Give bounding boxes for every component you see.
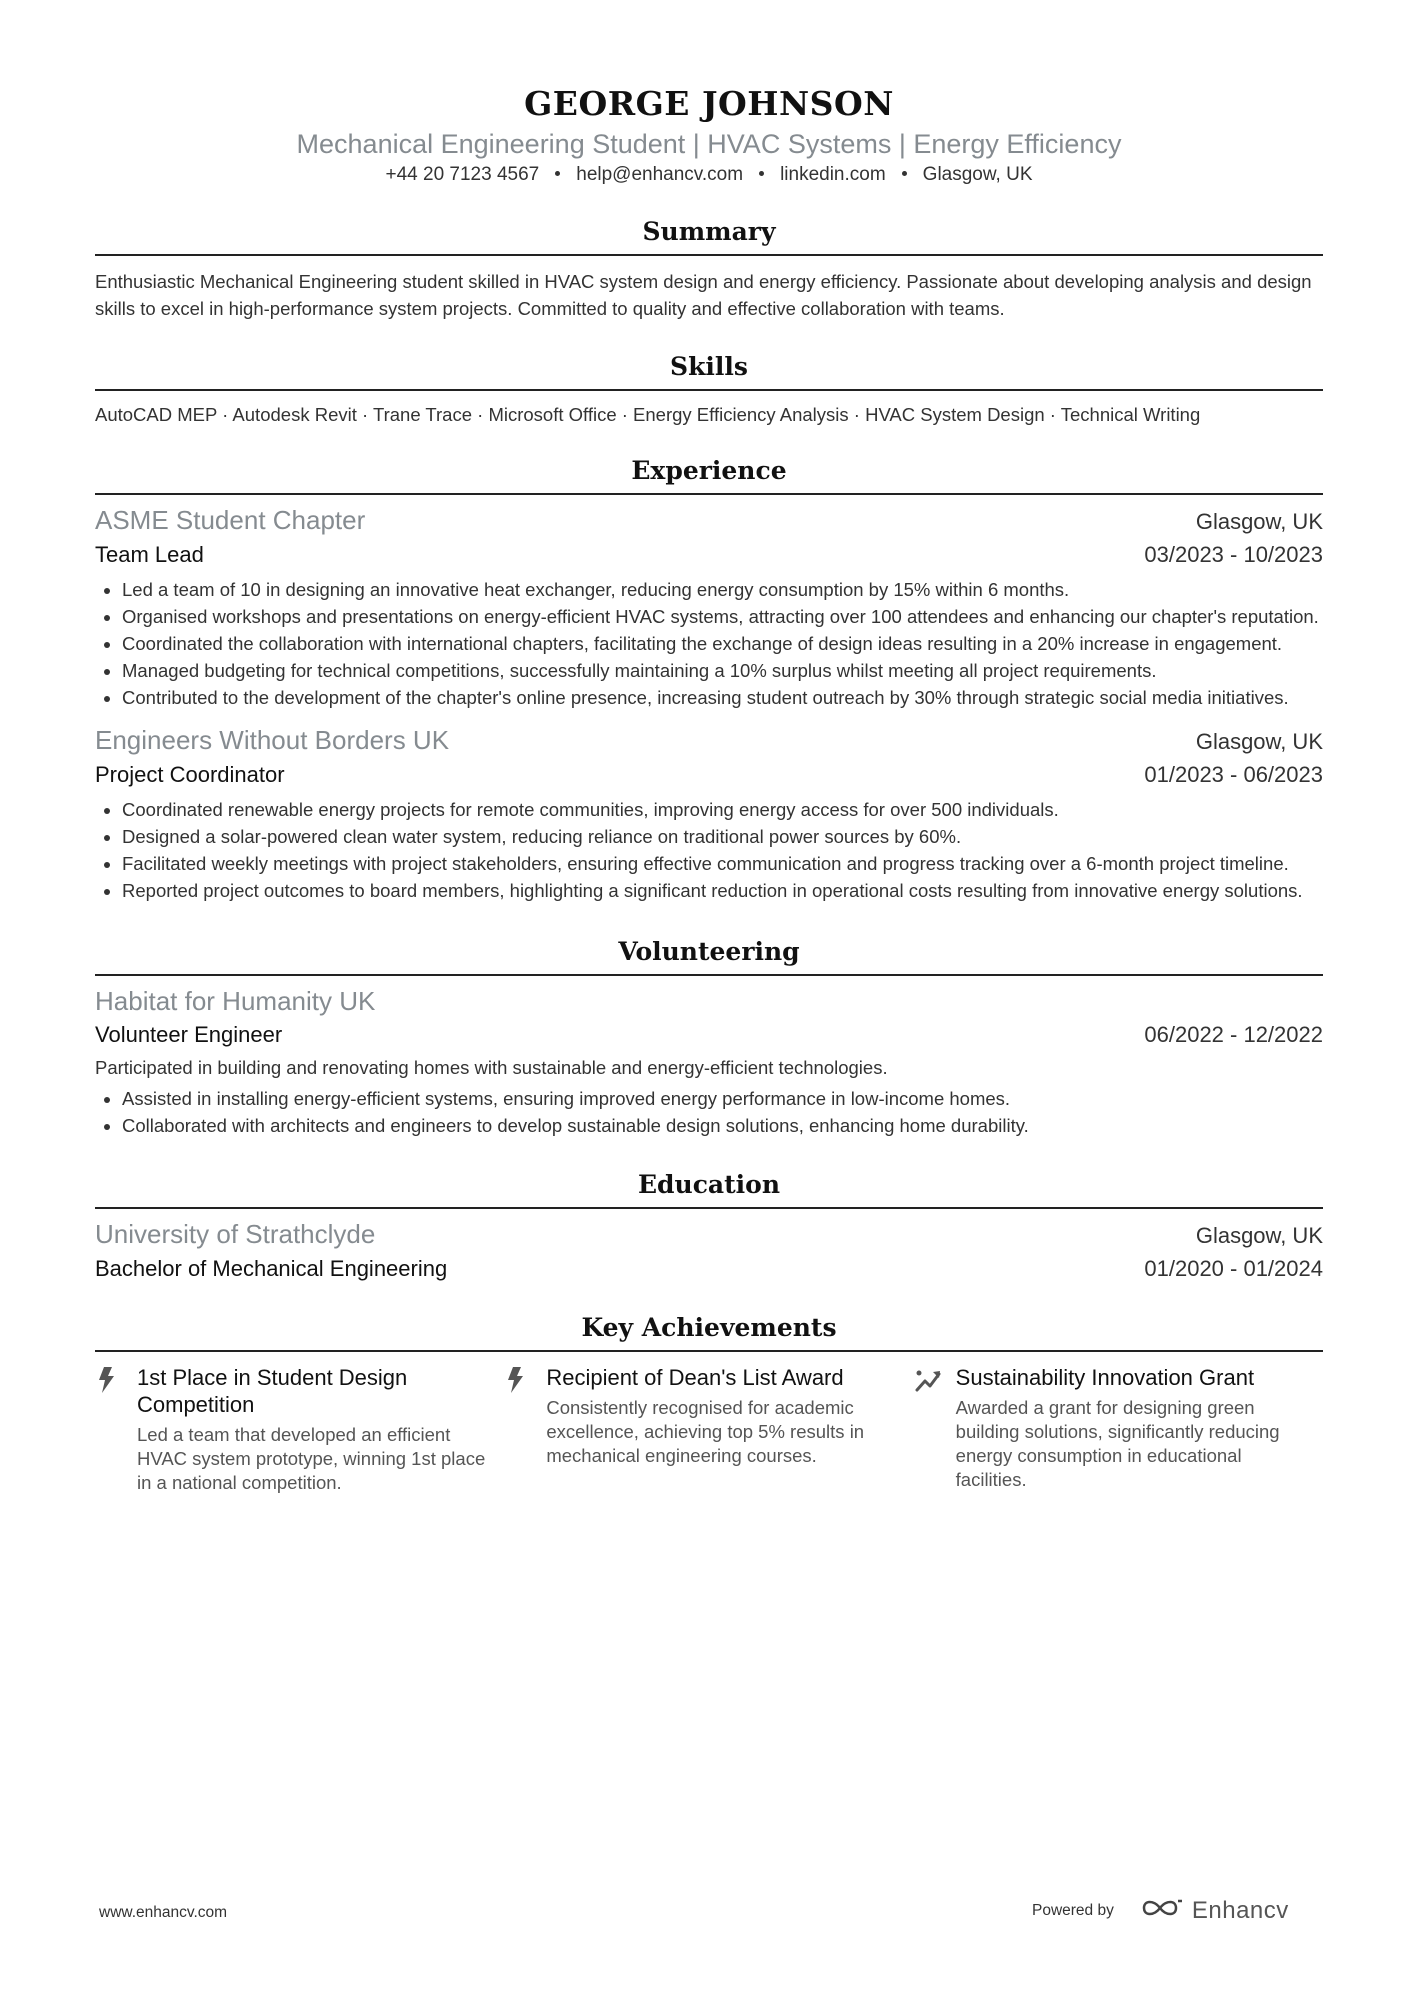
bullet-separator [555,171,560,176]
degree: Bachelor of Mechanical Engineering [95,1256,448,1281]
achievement-item [504,1364,913,1495]
achievements-section [95,1310,1323,1495]
email-link[interactable]: help@enhancv.com [576,164,744,185]
entry-subheader [95,1252,1323,1286]
section-title-volunteering: Volunteering [95,934,1323,976]
powered-by [1032,1896,1289,1925]
organization: Habitat for Humanity UK [95,986,376,1016]
summary-section [95,214,1323,322]
lightning-icon [95,1364,137,1495]
brand-name[interactable]: Enhancv [1191,1896,1289,1924]
entry-dates: 01/2020 - 01/2024 [1144,1256,1323,1281]
entry-subheader [95,1018,1323,1052]
job-title: Team Lead [95,542,204,567]
list-item: • Led a team of 10 in designing an innovative heat exchanger, reducing energy consumption by 15% within 6 months. [122,576,1323,603]
experience-section [95,453,1323,904]
entry-location: Glasgow, UK [1195,729,1323,754]
list-item: • Managed budgeting for technical competitions, successfully maintaining a 10% surplus whilst meeting all project requirements. [122,657,1323,684]
skills-list: AutoCAD MEP · Autodesk Revit · Trane Trace · Microsoft Office · Energy Efficiency Analysis · HVAC System Design · Technical Writing [95,404,1201,425]
section-title-skills: Skills [95,349,1323,391]
achievement-description: Awarded a grant for designing green building solutions, significantly reducing energy consumption in educational facilities. [955,1397,1280,1490]
summary-text: Enthusiastic Mechanical Engineering student skilled in HVAC system design and energy efficiency. Passionate about developing analysis and design skills to excel in high-performance system projects. Committed to quality and effective collaboration with teams. [95,271,1312,319]
location: Glasgow, UK [922,164,1033,185]
candidate-headline: Mechanical Engineering Student | HVAC Systems | Energy Efficiency [296,129,1122,159]
linkedin-link[interactable]: linkedin.com [780,164,886,185]
job-title: Volunteer Engineer [95,1022,283,1047]
entry-location: Glasgow, UK [1195,1223,1323,1248]
section-title-summary: Summary [95,214,1323,256]
section-title-experience: Experience [95,453,1323,495]
education-section [95,1167,1323,1286]
education-entry [95,1217,1323,1286]
experience-entry [95,503,1323,711]
organization: Engineers Without Borders UK [95,725,450,755]
bullet-list [95,576,1323,711]
bullet-list [95,796,1323,904]
experience-entry [95,723,1323,904]
candidate-name: GEORGE JOHNSON [524,84,894,123]
growth-icon [914,1364,956,1495]
volunteering-description: Participated in building and renovating homes with sustainable and energy-efficient technologies. [95,1057,888,1078]
section-title-achievements: Key Achievements [95,1310,1323,1352]
entry-dates: 06/2022 - 12/2022 [1144,1022,1323,1047]
achievement-title: Recipient of Dean's List Award [546,1365,844,1390]
lightning-icon [504,1364,546,1495]
entry-header [95,503,1323,538]
organization: ASME Student Chapter [95,505,366,535]
achievement-title: Sustainability Innovation Grant [955,1365,1255,1390]
entry-location: Glasgow, UK [1195,509,1323,534]
achievement-title: 1st Place in Student Design Competition [137,1365,408,1417]
list-item: • Organised workshops and presentations on energy-efficient HVAC systems, attracting over 100 attendees and enhancing our chapter's reputation. [122,603,1323,630]
entry-header [95,723,1323,758]
list-item: • Designed a solar-powered clean water system, reducing reliance on traditional power sources by 60%. [122,823,1323,850]
achievement-description: Led a team that developed an efficient HVAC system prototype, winning 1st place in a national competition. [137,1424,486,1493]
bullet-list [95,1085,1323,1139]
achievement-description: Consistently recognised for academic excellence, achieving top 5% results in mechanical engineering courses. [546,1397,865,1466]
skills-section [95,349,1323,428]
list-item: • Contributed to the development of the chapter's online presence, increasing student outreach by 30% through strategic social media initiatives. [122,684,1323,711]
bullet-separator [759,171,764,176]
achievement-item [914,1364,1323,1495]
bullet-separator [902,171,907,176]
resume-content [95,82,1323,1495]
entry-subheader [95,758,1323,792]
enhancv-logo-icon [1140,1896,1184,1925]
list-item: • Coordinated the collaboration with international chapters, facilitating the exchange of design ideas resulting in a 20% increase in engagement. [122,630,1323,657]
entry-header [95,1217,1323,1252]
achievements-row [95,1364,1323,1495]
section-title-education: Education [95,1167,1323,1209]
volunteering-entry [95,984,1323,1139]
phone: +44 20 7123 4567 [385,164,540,185]
entry-dates: 01/2023 - 06/2023 [1144,762,1323,787]
list-item: • Assisted in installing energy-efficient systems, ensuring improved energy performance in low-income homes. [122,1085,1323,1112]
website-link[interactable]: www.enhancv.com [99,1904,228,1921]
list-item: • Coordinated renewable energy projects for remote communities, improving energy access for over 500 individuals. [122,796,1323,823]
list-item: • Reported project outcomes to board members, highlighting a significant reduction in operational costs resulting from innovative energy solutions. [122,877,1323,904]
list-item: • Facilitated weekly meetings with project stakeholders, ensuring effective communication and progress tracking over a 6-month project timeline. [122,850,1323,877]
volunteering-section [95,934,1323,1139]
list-item: • Collaborated with architects and engineers to develop sustainable design solutions, enhancing home durability. [122,1112,1323,1139]
contact-line [95,162,1323,188]
school-name: University of Strathclyde [95,1219,376,1249]
achievement-item [95,1364,504,1495]
job-title: Project Coordinator [95,762,285,787]
powered-by-label: Powered by [1032,1901,1114,1919]
entry-dates: 03/2023 - 10/2023 [1144,542,1323,567]
entry-subheader [95,538,1323,572]
